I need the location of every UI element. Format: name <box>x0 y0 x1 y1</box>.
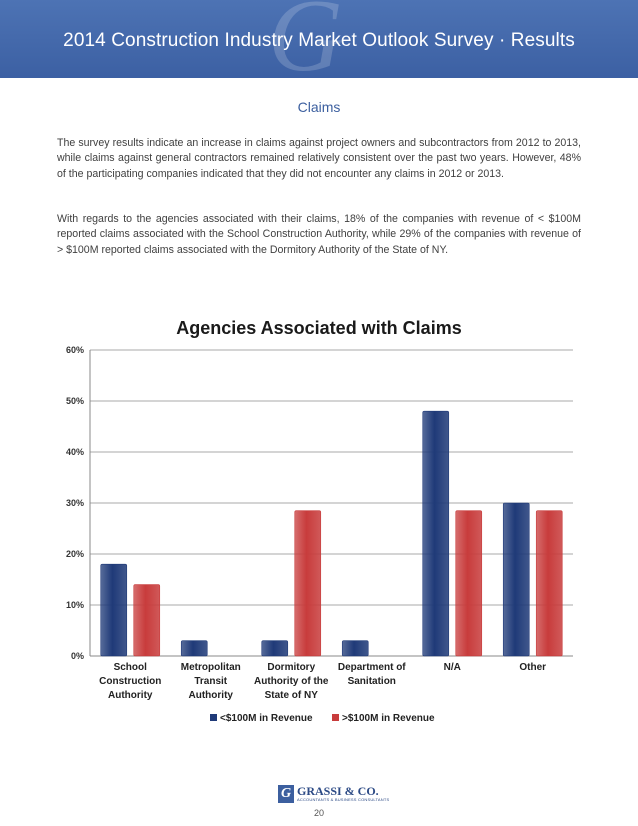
bar <box>295 511 321 656</box>
legend-label: >$100M in Revenue <box>342 713 435 724</box>
y-tick-label: 50% <box>65 396 84 406</box>
x-tick-label: Construction <box>99 676 162 687</box>
logo-tagline: ACCOUNTANTS & BUSINESS CONSULTANTS <box>297 797 390 802</box>
logo-mark: G <box>278 785 294 803</box>
paragraph-claims-summary: The survey results indicate an increase in claims against project owners and subcontractors from 2012 to 2013, while claims against general contractors remained relatively consistent over the past two years. However, 48% of the participating companies indicated that they did not encounter any claims in 2012 or 2013. <box>57 137 581 180</box>
chart-title: Agencies Associated with Claims <box>176 318 462 338</box>
y-tick-label: 40% <box>65 447 84 457</box>
x-tick-label: Other <box>519 662 547 673</box>
x-tick-label: Authority <box>188 690 233 701</box>
bar <box>503 503 529 656</box>
section-title: Claims <box>297 99 341 115</box>
page-number: 20 <box>313 808 324 818</box>
legend-swatch <box>210 714 217 721</box>
y-tick-label: 0% <box>70 651 84 661</box>
y-tick-label: 20% <box>65 549 84 559</box>
x-tick-label: Sanitation <box>347 676 396 687</box>
logo-name: GRASSI & CO. <box>297 784 379 798</box>
legend-label: <$100M in Revenue <box>220 713 313 724</box>
x-tick-label: Department of <box>337 662 406 673</box>
x-tick-label: Metropolitan <box>180 662 241 673</box>
x-tick-label: Authority <box>108 690 153 701</box>
page-header <box>0 0 638 78</box>
bar-chart <box>40 340 580 740</box>
bar <box>262 641 288 656</box>
x-tick-label: Dormitory <box>267 662 316 673</box>
y-tick-label: 30% <box>65 498 84 508</box>
x-tick-label: Transit <box>194 676 228 687</box>
x-tick-label: State of NY <box>264 690 318 701</box>
bar <box>536 511 562 656</box>
header-title: 2014 Construction Industry Market Outlook Survey · Results <box>63 30 575 51</box>
bar <box>134 585 160 656</box>
grassi-logo <box>278 783 389 805</box>
x-tick-label: Authority of the <box>254 676 329 687</box>
y-tick-label: 60% <box>65 345 84 355</box>
watermark-logo: G <box>268 0 344 78</box>
bar <box>342 641 368 656</box>
x-tick-label: School <box>113 662 147 673</box>
y-tick-label: 10% <box>65 600 84 610</box>
legend-swatch <box>332 714 339 721</box>
bar <box>423 411 449 656</box>
bar <box>181 641 207 656</box>
paragraph-agencies: With regards to the agencies associated with their claims, 18% of the companies with revenue of < $100M reported claims associated with the School Construction Authority, while 29% of the companies with revenue of > $100M reported claims associated with the Dormitory Authority of the State of NY. <box>57 213 581 256</box>
bar <box>456 511 482 656</box>
x-tick-label: N/A <box>443 662 461 673</box>
bar <box>101 564 127 656</box>
